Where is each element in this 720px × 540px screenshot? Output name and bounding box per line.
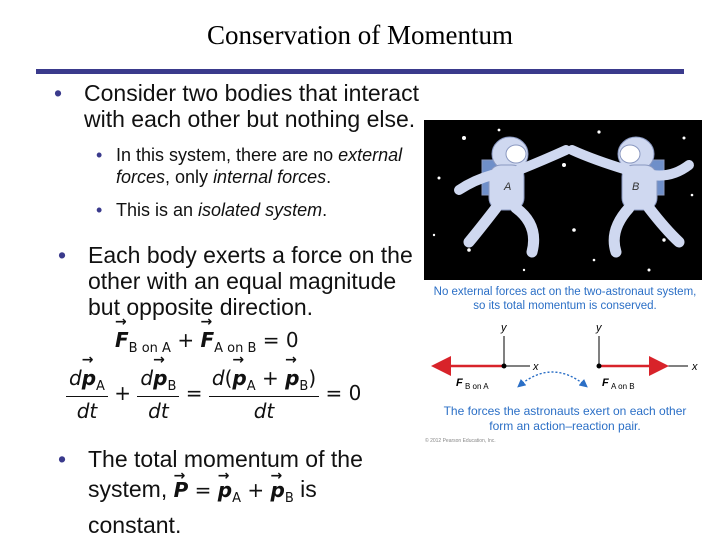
sub-bullet-1 [96, 144, 421, 188]
eq2-d: d [140, 366, 154, 390]
sub-bullet-1-mid: , only [165, 167, 214, 187]
eq2-p: → p [285, 366, 299, 390]
eq1-sub-b-on-a: B on A [128, 341, 171, 356]
figure-caption-top: No external forces act on the two-astronaut system, so its total momentum is conserved. [433, 286, 697, 312]
bullet-1 [54, 80, 419, 132]
force-right-label: F [602, 377, 609, 389]
eq3-P: → P [174, 477, 189, 503]
left-axis-y: y [501, 322, 507, 334]
eq1-force-symbol-2: → F [200, 328, 214, 352]
eq2-sub-b: B [299, 379, 309, 394]
eq2-sub-b: B [167, 379, 177, 394]
force-diagram [424, 318, 714, 404]
eq1-equals-zero: = 0 [262, 328, 299, 352]
eq2-plus: + [114, 381, 132, 405]
eq2-p: → p [232, 366, 246, 390]
bullet-3-line1: The total momentum of the [88, 446, 363, 472]
sub-bullet-1-end: . [326, 167, 332, 187]
bullet-dot: • [54, 80, 63, 106]
bullet-3 [58, 446, 418, 538]
bullet-2-text: Each body exerts a force on the other with an equal magnitude but opposite direction. [88, 242, 413, 320]
sub-bullet-dot: • [96, 145, 103, 165]
bullet-dot: • [58, 242, 67, 268]
eq1-force-symbol: → F [115, 328, 129, 352]
eq2-frac-2 [137, 366, 179, 423]
eq2-frac-1 [66, 366, 108, 423]
astronaut-a-label: A [504, 181, 512, 193]
eq2-d: d [211, 366, 225, 390]
bullet-1-text: Consider two bodies that interact with each other but nothing else. [84, 80, 419, 132]
bullet-3-line2-prefix: system, [88, 476, 174, 502]
right-axis-y: y [596, 322, 602, 334]
eq2-equals: = [185, 381, 203, 405]
force-left-label: F [456, 377, 463, 389]
eq2-equals-zero: = 0 [325, 381, 362, 405]
sub-bullet-2-prefix: This is an [116, 200, 199, 220]
eq1-sub-a-on-b: A on B [214, 341, 257, 356]
sub-bullet-1-em1: external forces [116, 145, 403, 187]
slide-title: Conservation of Momentum [207, 20, 513, 50]
astronaut-b [572, 137, 689, 252]
sub-bullet-2-end: . [322, 200, 328, 220]
force-left-sub: B on A [465, 382, 489, 391]
eq3-sub-a: A [232, 491, 242, 506]
bullet-dot: • [58, 446, 67, 472]
eq2-sub-a: A [96, 379, 105, 394]
eq2-d: d [69, 366, 82, 390]
bullet-2 [58, 242, 413, 320]
right-axis-x: x [692, 361, 698, 373]
eq2-dt: dt [148, 399, 169, 423]
eq2-dt: dt [253, 399, 275, 423]
force-right-sub: A on B [611, 382, 635, 391]
sub-bullet-1-em2: internal forces [213, 167, 327, 187]
eq3-sub-b: B [284, 491, 294, 506]
sub-bullet-2-em: isolated system [198, 200, 323, 220]
astronaut-illustration [424, 120, 702, 280]
copyright-text: © 2012 Pearson Education, Inc. [425, 438, 496, 444]
eq2-p: → p [82, 366, 96, 390]
eq2-frac-3: $\frac{d(\to p_A + \to p_B)}{dt}$ [209, 366, 319, 423]
eq3-p-2: → p [271, 477, 285, 503]
eq2-sub-a: A [246, 379, 256, 394]
astronaut-b-label: B [632, 181, 640, 193]
equation-forces [115, 328, 299, 356]
figure-caption-bottom: The forces the astronauts exert on each other form an action–reaction pair. [443, 404, 687, 433]
sub-bullet-dot: • [96, 200, 103, 220]
astronaut-a [459, 137, 566, 252]
eq1-plus: + [177, 328, 195, 352]
bullet-3-line3: constant. [88, 512, 182, 538]
bullet-3-line2: system, → P = → $p_A$ + → $p_B$ is [88, 476, 418, 512]
sub-bullet-1-prefix: In this system, there are no [116, 145, 339, 165]
title-divider [36, 69, 684, 74]
eq3-p: → p [218, 477, 232, 503]
eq2-plus-inner: + [261, 366, 279, 390]
sub-bullet-2 [96, 199, 421, 221]
astronaut-figure [424, 120, 702, 280]
eq2-dt: dt [76, 399, 98, 423]
left-axis-x: x [533, 361, 539, 373]
bullet-3-line2-suffix: is [300, 476, 317, 502]
equation-momentum-derivative [66, 366, 361, 423]
eq2-p: → p [153, 366, 167, 390]
